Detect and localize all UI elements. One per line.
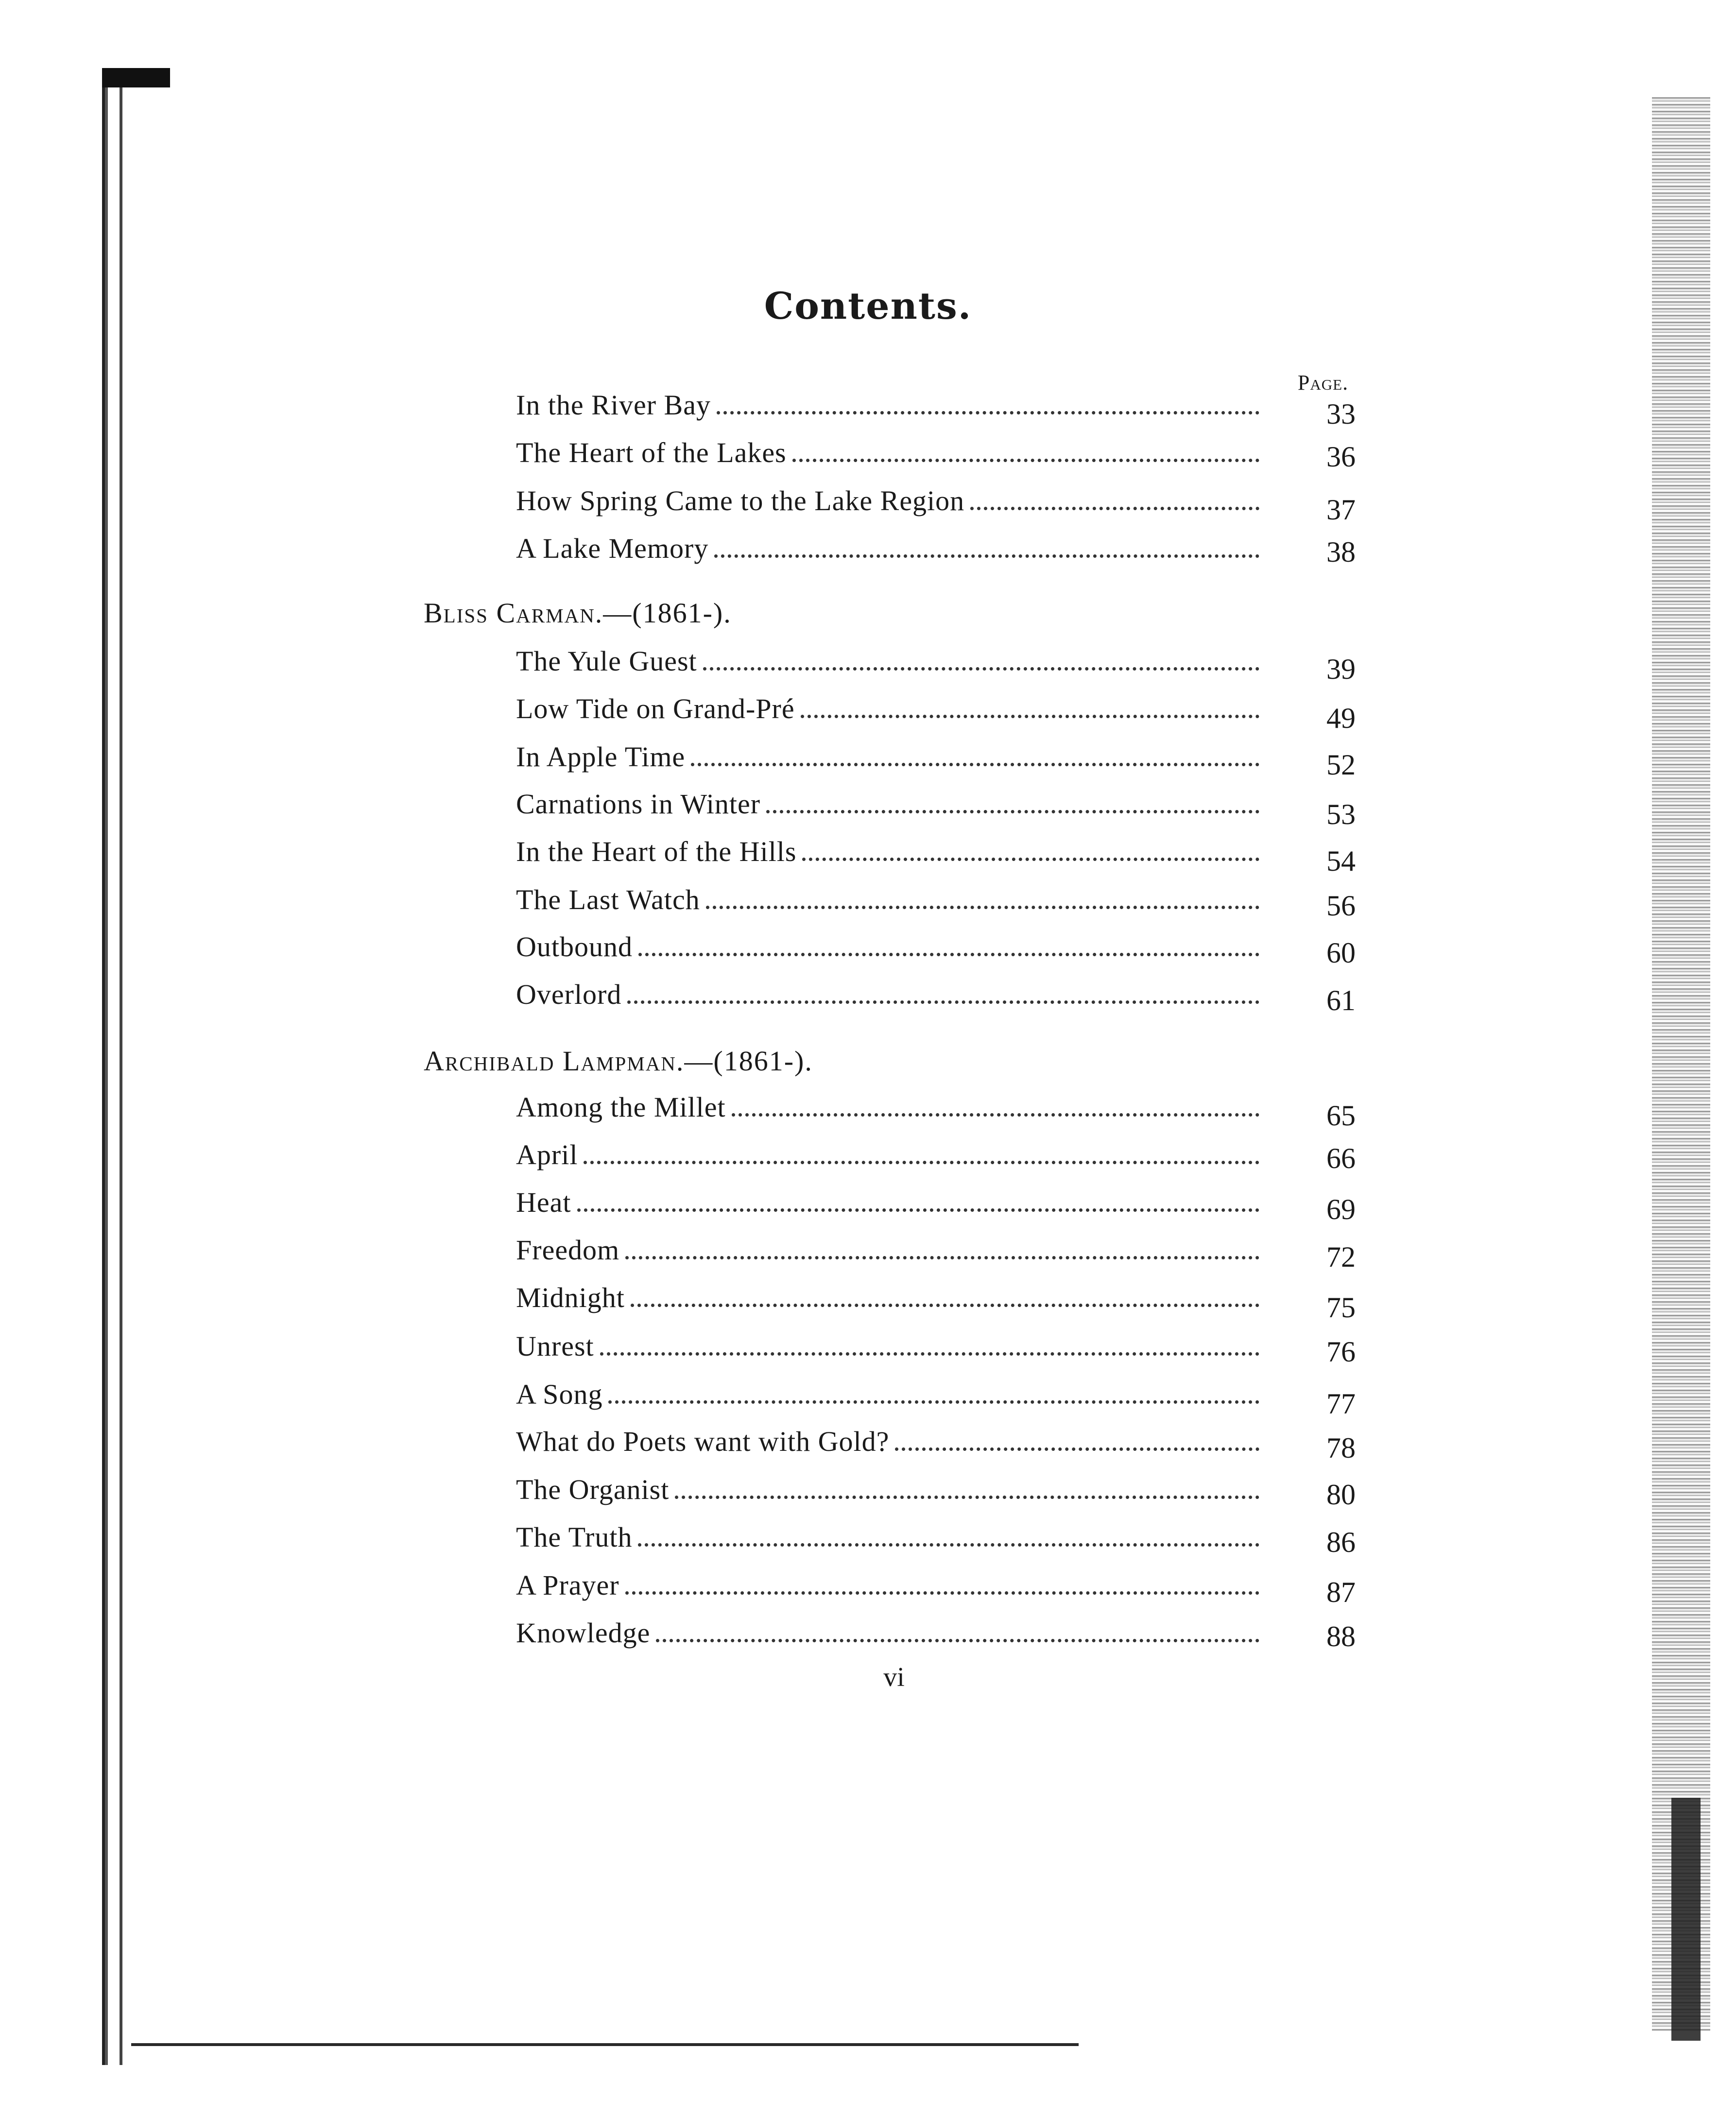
toc-entry-title: Unrest [516, 1330, 594, 1362]
toc-entry [516, 978, 1259, 1013]
toc-entry-page: 33 [1326, 398, 1356, 430]
toc-entry-title: In the River Bay [516, 389, 711, 421]
toc-entry-page: 56 [1326, 890, 1356, 922]
page-column-header: Page. [1297, 371, 1349, 395]
dot-leader [577, 1208, 1260, 1212]
toc-entry-page: 78 [1326, 1432, 1356, 1464]
dot-leader [625, 1256, 1259, 1259]
toc-entry-title: The Last Watch [516, 884, 700, 915]
toc-entry-title: Carnations in Winter [516, 788, 761, 820]
toc-entry [516, 1473, 1259, 1508]
dot-leader [766, 809, 1259, 813]
dot-leader [706, 905, 1259, 909]
toc-entry [516, 835, 1259, 870]
toc-entry-title: The Organist [516, 1474, 670, 1505]
toc-entry [516, 389, 1259, 424]
toc-entry-page: 61 [1326, 984, 1356, 1016]
toc-entry-title: Among the Millet [516, 1091, 726, 1123]
toc-entry [516, 1425, 1259, 1460]
toc-entry [516, 1330, 1259, 1365]
toc-entry-page: 52 [1326, 749, 1356, 781]
dot-leader [600, 1352, 1259, 1356]
toc-entry [516, 930, 1259, 965]
toc-entry [516, 1378, 1259, 1413]
toc-entry [516, 1281, 1259, 1316]
toc-entry-title: Heat [516, 1187, 571, 1218]
dot-leader [732, 1113, 1259, 1117]
toc-entry-title: In the Heart of the Hills [516, 836, 797, 867]
dot-leader [895, 1447, 1259, 1451]
toc-entry-page: 60 [1326, 937, 1356, 969]
toc-entry-page: 36 [1326, 441, 1356, 473]
toc-entry [516, 484, 1259, 519]
toc-entry-page: 37 [1326, 494, 1356, 526]
dot-leader [627, 1000, 1259, 1004]
dot-leader [638, 1543, 1259, 1547]
toc-entry-page: 77 [1326, 1388, 1356, 1420]
toc-entry [516, 1521, 1259, 1556]
toc-entry-page: 39 [1326, 653, 1356, 685]
toc-entry [516, 645, 1259, 680]
toc-entry-title: Freedom [516, 1234, 620, 1266]
dot-leader [638, 952, 1259, 956]
toc-entry [516, 436, 1259, 471]
dot-leader [970, 506, 1259, 510]
dot-leader [625, 1591, 1259, 1595]
toc-entry-page: 66 [1326, 1142, 1356, 1174]
toc-entry-page: 69 [1326, 1193, 1356, 1225]
toc-entry-title: A Song [516, 1378, 603, 1410]
dot-leader [792, 458, 1259, 462]
toc-entry-page: 76 [1326, 1336, 1356, 1368]
toc-entry-page: 86 [1326, 1526, 1356, 1558]
dot-leader [714, 554, 1259, 558]
toc-entry-page: 87 [1326, 1576, 1356, 1608]
toc-entry-title: How Spring Came to the Lake Region [516, 485, 965, 516]
dot-leader [703, 667, 1259, 671]
toc-entry [516, 1617, 1259, 1652]
dot-leader [608, 1400, 1259, 1404]
toc-entry [516, 692, 1259, 727]
toc-entry [516, 1234, 1259, 1269]
toc-entry [516, 788, 1259, 823]
toc-entry-page: 80 [1326, 1479, 1356, 1511]
dot-leader [631, 1303, 1259, 1307]
dot-leader [675, 1495, 1259, 1499]
toc-entry-title: April [516, 1139, 578, 1170]
toc-entry [516, 1138, 1259, 1173]
toc-entry-page: 72 [1326, 1241, 1356, 1273]
toc-entry-page: 75 [1326, 1291, 1356, 1324]
toc-entry [516, 1091, 1259, 1126]
toc-entry-title: The Truth [516, 1521, 633, 1553]
toc-entry-page: 88 [1326, 1620, 1356, 1652]
dot-leader [584, 1160, 1259, 1164]
toc-entry-page: 65 [1326, 1100, 1356, 1132]
dot-leader [802, 857, 1259, 861]
toc-entry-title: Outbound [516, 931, 633, 963]
toc-entry-title: A Prayer [516, 1569, 619, 1601]
toc-entry [516, 1186, 1259, 1221]
toc-author-heading: Bliss Carman.—(1861-). [424, 597, 732, 629]
dot-leader [656, 1638, 1259, 1642]
toc-entry-title: The Heart of the Lakes [516, 437, 787, 468]
toc-entry-page: 38 [1326, 536, 1356, 568]
toc-entry-title: The Yule Guest [516, 645, 697, 677]
dot-leader [801, 714, 1259, 718]
toc-author-heading: Archibald Lampman.—(1861-). [424, 1045, 813, 1077]
toc-entry [516, 883, 1259, 918]
toc-entry-title: What do Poets want with Gold? [516, 1426, 890, 1457]
toc-entry-title: Knowledge [516, 1617, 651, 1649]
toc-entry [516, 740, 1259, 775]
toc-entry-title: Overlord [516, 979, 622, 1010]
toc-entry-page: 53 [1326, 798, 1356, 830]
dot-leader [717, 411, 1259, 414]
toc-entry-title: In Apple Time [516, 741, 686, 773]
toc-entry [516, 532, 1259, 567]
toc-entry-page: 49 [1326, 702, 1356, 734]
page-title: Contents. [764, 284, 972, 327]
toc-entry [516, 1569, 1259, 1604]
page-number-folio: vi [883, 1662, 905, 1692]
dot-leader [691, 762, 1259, 766]
toc-entry-title: A Lake Memory [516, 533, 709, 564]
toc-entry-page: 54 [1326, 845, 1356, 877]
toc-entry-title: Low Tide on Grand-Pré [516, 693, 795, 724]
toc-entry-title: Midnight [516, 1282, 625, 1313]
